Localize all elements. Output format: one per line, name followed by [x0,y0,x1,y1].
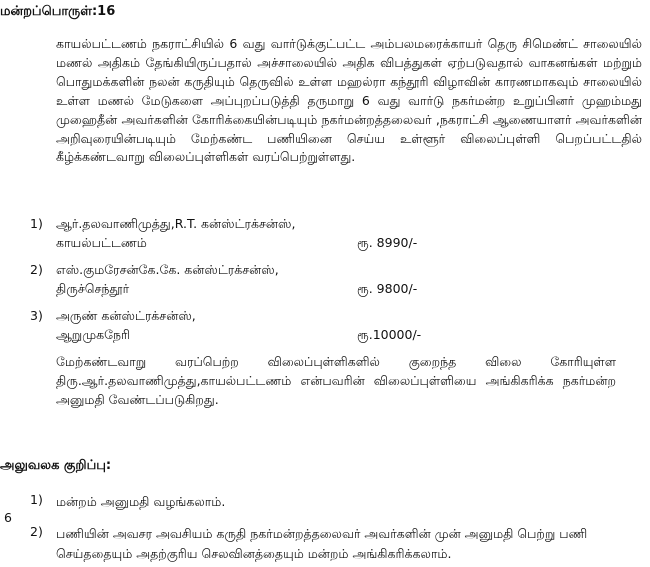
note-number: 2) [30,524,43,539]
quotation-place: ஆறுமுகநேரி [56,327,131,342]
quotation-amount: ரூ. 9800/- [357,281,418,296]
note-number: 1) [30,492,43,507]
note-text: மன்றம் அனுமதி வழங்கலாம். [56,494,226,509]
quotation-number: 1) [30,216,43,231]
office-note-heading: அலுவலக குறிப்பு: [0,458,112,473]
quotation-contractor: ஆர்.தலவாணிமுத்து,R.T. கன்ஸ்ட்ரக்சன்ஸ், [56,216,296,231]
quotation-contractor: எஸ்.குமரேசன்கே.கே. கன்ஸ்ட்ரக்சன்ஸ், [56,262,279,277]
quotation-item [30,216,450,262]
quotation-amount: ரூ. 8990/- [357,235,418,250]
quotation-number: 3) [30,308,43,323]
quotation-number: 2) [30,262,43,277]
note-text: பணியின் அவசர அவசியம் கருதி நகர்மன்றத்தலைவர் அவர்களின் முன் அனுமதி பெற்று பணி செய்ததையும் அதற்குரிய செலவினத்தையும் மன்றம் அங்கிகரிக்கலாம். [56,526,588,561]
quotation-place: காயல்பட்டணம் [56,235,147,250]
quotation-item [30,308,450,354]
quotation-amount: ரூ.10000/- [357,327,422,342]
approval-paragraph: மேற்கண்டவாறு வரப்பெற்ற விலைப்புள்ளிகளில் குறைந்த விலை கோரியுள்ள திரு.ஆர்.தலவாணிமுத்து,காயல்பட்டணம் என்பவரின் விலைப்புள்ளியை அங்கிகரிக்க நகர்மன்ற அனுமதி வேண்டப்படுகிறது. [56,354,616,407]
quotation-place: திருச்செந்தூர் [56,281,130,296]
resolution-heading: மன்றப்பொருள்:16 [0,4,116,19]
quotation-contractor: அருண் கன்ஸ்ட்ரக்சன்ஸ், [56,308,196,323]
resolution-paragraph: காயல்பட்டணம் நகராட்சியில் 6 வது வார்டுக்குட்பட்ட அம்பலமரைக்காயர் தெரு சிமெண்ட் சாலையில் மணல் அதிகம் தேங்கியிருப்பதால் அச்சாலையில் அதிக விபத்துகள் ஏற்படுவதால் வாகனங்கள் மற்றும் பொதுமக்களின் நலன் கருதியும் தெருவில் உள்ள மஹல்ரா கந்தூரி விழாவின் காரணமாகவும் சாலையில் உள்ள மணல் மேடுகளை அப்புறப்படுத்தி தருமாறு 6 வது வார்டு நகர்மன்ற உறுப்பினர் முஹம்மது முஹைதீன் அவர்களின் கோரிக்கையின்படியும் நகர்மன்றத்தலைவர் ,நகராட்சி ஆணையாளர் அவர்களின் அறிவுரையின்படியும் மேற்கண்ட பணியினை செய்ய உள்ளூர் விலைப்புள்ளி பெறப்பட்டதில் கீழ்க்கண்டவாறு விலைப்புள்ளிகள் வரப்பெற்றுள்ளது. [56,36,642,165]
quotation-list [30,216,450,354]
page-number: 6 [4,510,12,525]
quotation-item [30,262,450,308]
